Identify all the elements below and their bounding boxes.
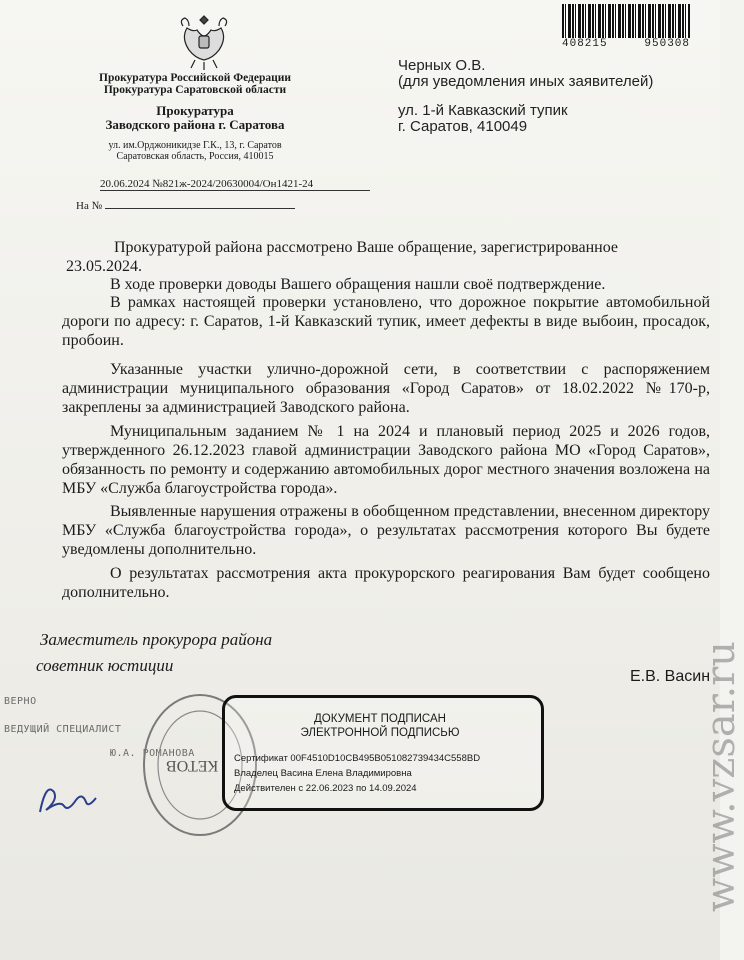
sender-address-line-1: ул. им.Орджоникидзе Г.К., 13, г. Саратов [108, 140, 282, 151]
registration-date: 20.06.2024 [100, 178, 150, 190]
recipient-street: ул. 1-й Кавказский тупик [398, 102, 568, 119]
recipient-note: (для уведомления иных заявителей) [398, 73, 654, 90]
signer-name: Е.В. Васин [630, 668, 711, 685]
org-line-2: Прокуратура Саратовской области [103, 84, 287, 96]
recipient-name: Черных О.В. [398, 57, 486, 74]
watermark: www.vzsar.ru [698, 640, 744, 912]
barcode-right-number: 950308 [644, 38, 690, 50]
copy-role-stamp: ВЕДУЩИЙ СПЕЦИАЛИСТ [4, 724, 122, 735]
esign-title-line-1: ДОКУМЕНТ ПОДПИСАН [314, 713, 446, 725]
handwritten-signature-icon [34, 772, 104, 822]
recipient-city: г. Саратов, 410049 [398, 118, 528, 135]
signer-position-line-1: Заместитель прокурора района [40, 630, 273, 649]
na-line [105, 208, 295, 209]
office-line-2: Заводского района г. Саратова [105, 117, 285, 132]
barcode [562, 4, 690, 38]
paragraph-4: Указанные участки улично-дорожной сети, в соответствии с распоряжением администрации муниципального образования «Город Саратов» от 18.02.2022 №170-р, закреплены за администрацией Заводского района. [62, 361, 710, 416]
copy-name-stamp: Ю.А. РОМАНОВА [110, 748, 195, 759]
seal-text: КЕТОВ [166, 757, 219, 774]
esign-valid: Действителен с 22.06.2023 по 14.09.2024 [234, 783, 417, 794]
na-label: На № [76, 200, 103, 212]
esign-title-line-2: ЭЛЕКТРОННОЙ ПОДПИСЬЮ [300, 727, 460, 739]
barcode-left-number: 408215 [562, 38, 608, 50]
paragraph-1: Прокуратурой района рассмотрено Ваше обращение, зарегистрированное 23.05.2024. [66, 239, 618, 275]
paragraph-3: В рамках настоящей проверки установлено, что дорожное покрытие автомобильной дороги по адресу: г. Саратов, 1-й Кавказский тупик, имеет дефекты в виде выбоин, просадок, пробоин. [62, 294, 710, 349]
sender-address-line-2: Саратовская область, Россия, 410015 [116, 151, 274, 162]
double-headed-eagle-emblem-icon [175, 10, 233, 72]
paragraph-2: В ходе проверки доводы Вашего обращения нашли своё подтверждение. [110, 276, 606, 293]
paragraph-5: Муниципальным заданием № 1 на 2024 и плановый период 2025 и 2026 годов, утвержденного 26.12.2023 главой администрации Заводского района МО «Город Саратов», обязанность по ремонту и содержанию автомобильных дорог местного значения возложена на МБУ «Служба благоустройства города». [62, 423, 710, 497]
paragraph-7: О результатах рассмотрения акта прокурорского реагирования Вам будет сообщено дополнительно. [62, 565, 710, 601]
barcode-number [562, 38, 690, 50]
esign-owner: Владелец Васина Елена Владимировна [234, 768, 412, 779]
verno-stamp: ВЕРНО [4, 696, 37, 707]
org-line-1: Прокуратура Российской Федерации [99, 72, 291, 84]
registration-number: №821ж-2024/20630004/Он1421-24 [152, 178, 314, 190]
esign-certificate: Сертификат 00F4510D10CB495B051082739434C558BD [234, 753, 481, 764]
signer-position-line-2: советник юстиции [36, 656, 174, 675]
office-line-1: Прокуратура [156, 103, 234, 118]
paragraph-6: Выявленные нарушения отражены в обобщенном представлении, внесенном директору МБУ «Служба благоустройства города», о результатах рассмотрения которого Вы будете уведомлены дополнительно. [62, 503, 710, 558]
